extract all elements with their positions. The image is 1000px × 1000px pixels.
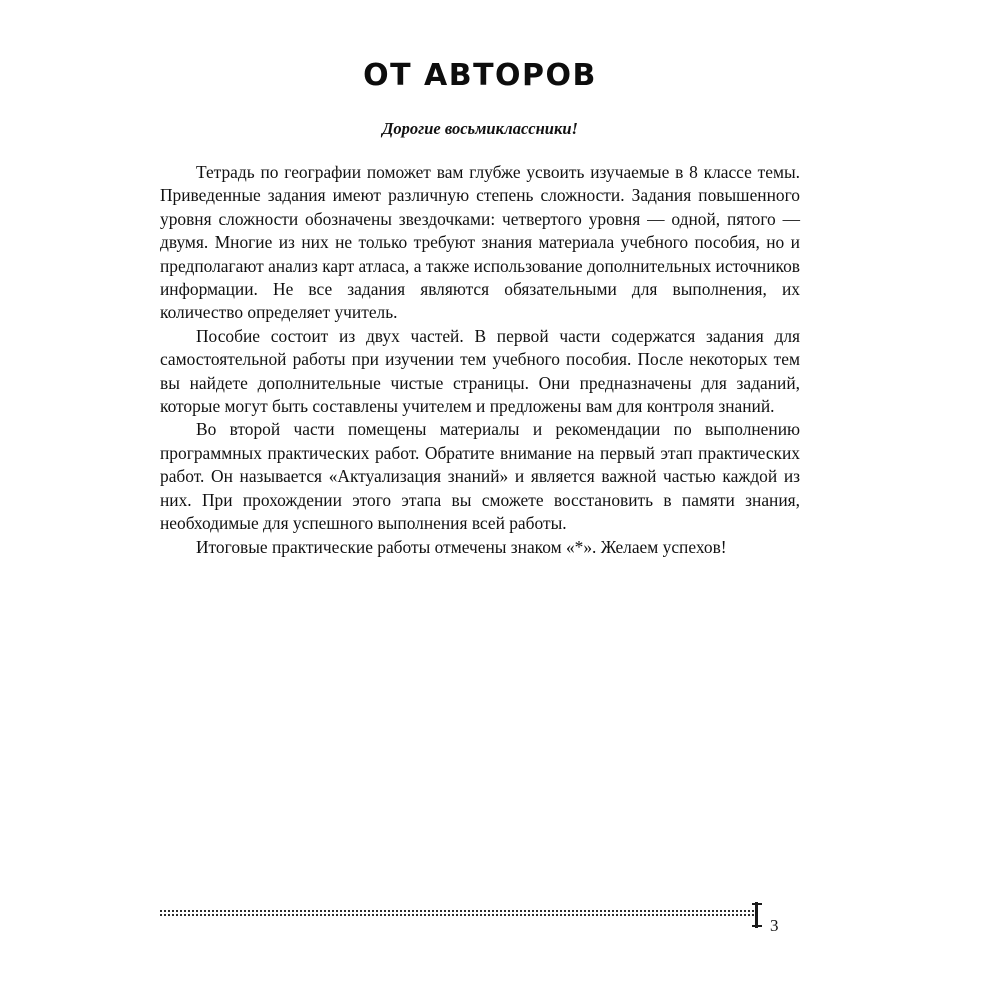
salutation-text: Дорогие восьмиклассники! xyxy=(382,119,578,138)
page-number: 3 xyxy=(770,916,779,935)
page-footer xyxy=(0,900,1000,960)
paragraph-3: Во второй части помещены материалы и рекомендации по выполнению программных практических работ. Обратите внимание на первый этап практических работ. Он называется «Актуализация знаний» и является важной частью каждой из них. При прохождении этого этапа вы сможете восстановить в памяти знания, необходимые для успешного выполнения всей работы. xyxy=(160,419,800,534)
page-content xyxy=(160,50,800,559)
paragraph-2: Пособие состоит из двух частей. В первой части содержатся задания для самостоятельной работы при изучении тем учебного пособия. После некоторых тем вы найдете дополнительные чистые страницы. Они предназначены для заданий, которые могут быть составлены учителем и предложены вам для контроля знаний. xyxy=(160,325,800,417)
paragraph-4: Итоговые практические работы отмечены знаком «*». Желаем успехов! xyxy=(196,536,727,557)
page-title: ОТ АВТОРОВ xyxy=(363,58,597,93)
footer-ornament-icon xyxy=(752,902,762,928)
footer-divider xyxy=(160,910,760,916)
body-text xyxy=(160,161,800,559)
paragraph-1: Тетрадь по географии поможет вам глубже усвоить изучаемые в 8 классе темы. Приведенные задания имеют различную степень сложности. Задания повышенного уровня сложности обозначены звездочками: четвертого уровня — одной, пятого — двумя. Многие из них не только требуют знания материала учебного пособия, но и предполагают анализ карт атласа, а также использование дополнительных источников информации. Не все задания являются обязательными для выполнения, их количество определяет учитель. xyxy=(160,162,800,323)
